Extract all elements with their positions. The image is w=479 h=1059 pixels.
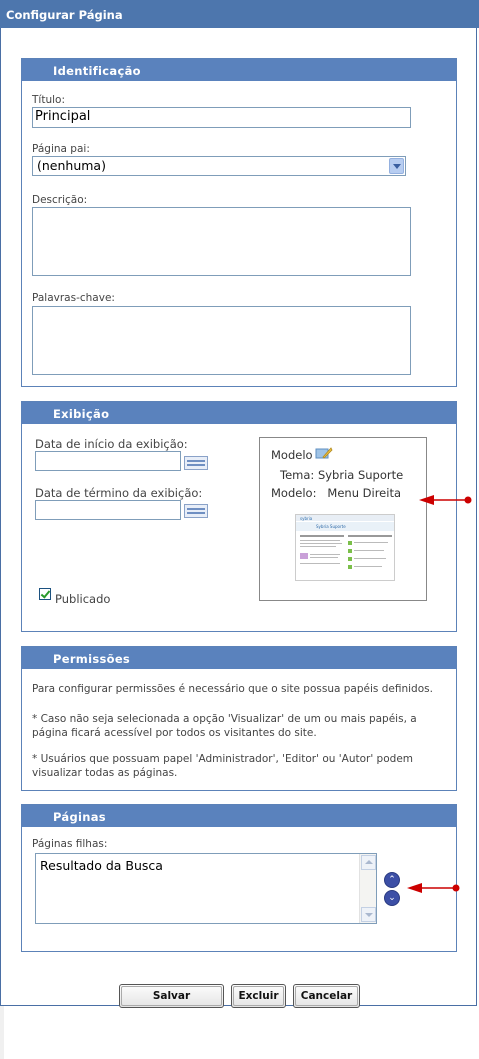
tema-label: Tema: [280,468,315,482]
paginas-filhas-label: Páginas filhas: [32,838,108,850]
titulo-input[interactable]: Principal [32,107,411,128]
publicado-checkbox[interactable] [39,588,51,600]
modelo-label: Modelo: [271,486,317,500]
chevron-down-icon[interactable] [389,158,404,174]
move-up-icon[interactable]: ⌃ [384,872,400,888]
pagina-pai-label: Página pai: [32,143,90,155]
model-pencil-icon[interactable] [315,446,333,460]
scroll-up-button[interactable] [361,855,376,870]
scroll-down-button[interactable] [361,907,376,922]
identificacao-heading: Identificação [22,59,456,81]
exibicao-panel [21,401,457,632]
paginas-heading: Páginas [22,805,456,827]
window-title: Configurar Página [0,0,479,28]
pagina-pai-select[interactable] [32,156,406,176]
descricao-textarea[interactable] [32,207,411,276]
tema-value: Sybria Suporte [317,468,404,482]
data-termino-label: Data de término da exibição: [35,486,203,500]
calendar-icon[interactable] [184,504,208,518]
modelo-title: Modelo [271,448,313,462]
model-thumbnail[interactable] [295,514,395,581]
thumbnail-site-name: Sybria Suporte [316,524,346,529]
modelo-value: Menu Direita [327,486,402,500]
thumbnail-logo: sybria [300,516,313,521]
paginas-filhas-list[interactable] [35,853,377,924]
permissoes-text-1: Para configurar permissões é necessário que o site possua papéis definidos. [32,683,433,695]
paginas-panel [21,804,457,952]
permissoes-panel [21,646,457,791]
save-button[interactable]: Salvar [119,984,224,1008]
modelo-row [271,486,401,500]
cancel-button[interactable]: Cancelar [293,984,360,1008]
palavras-chave-label: Palavras-chave: [32,292,115,304]
data-termino-input[interactable] [35,500,181,520]
move-down-icon[interactable]: ⌄ [384,890,400,906]
list-scrollbar[interactable] [359,854,376,923]
modelo-box[interactable] [259,437,427,601]
exibicao-heading: Exibição [22,402,456,424]
tema-row [280,468,403,482]
window-backdrop-edge [0,1006,4,1059]
permissoes-text-2: * Caso não seja selecionada a opção 'Visualizar' de um ou mais papéis, a página ficará acessível por todos os visitantes do site. [32,713,417,739]
data-inicio-input[interactable] [35,451,181,471]
annotation-arrow-paginas [406,881,462,895]
calendar-icon[interactable] [184,456,208,470]
identificacao-panel [21,58,457,387]
permissoes-text-3: * Usuários que possuam papel 'Administrador', 'Editor' ou 'Autor' podem visualizar todas as páginas. [32,753,414,779]
descricao-label: Descrição: [32,194,88,206]
data-inicio-label: Data de início da exibição: [35,437,188,451]
annotation-arrow-modelo [418,493,474,507]
palavras-chave-textarea[interactable] [32,306,411,375]
window-backdrop [0,1006,479,1059]
publicado-label: Publicado [55,592,111,606]
list-item[interactable]: Resultado da Busca [40,858,163,873]
pagina-pai-value: (nenhuma) [37,158,106,173]
titulo-label: Título: [32,94,65,106]
delete-button[interactable]: Excluir [231,984,286,1008]
permissoes-heading: Permissões [22,647,456,669]
